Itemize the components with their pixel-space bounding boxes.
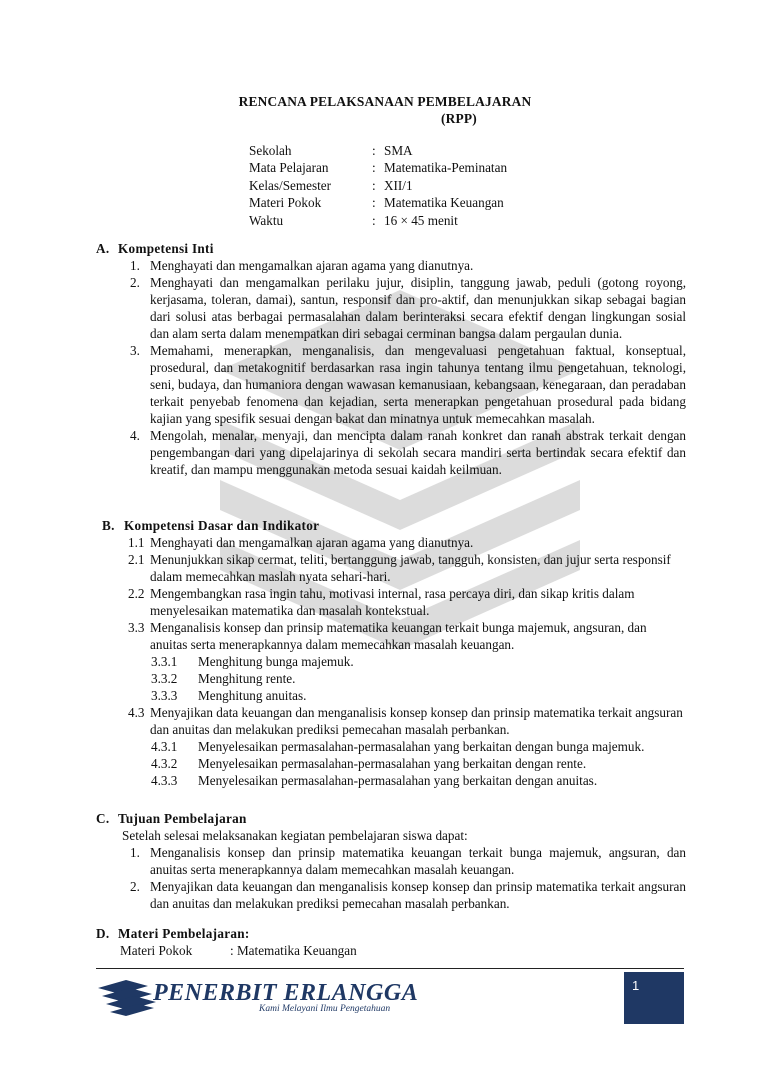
indicator-number: 3.3.2 — [151, 671, 178, 686]
material-key: Materi Pokok — [120, 943, 193, 958]
kd-text: Mengembangkan rasa ingin tahu, motivasi internal, rasa percaya diri, dan sikap kritis dalam menyelesaikan matematika dan masalah kontekstual. — [150, 586, 635, 618]
kd-text: Menunjukkan sikap cermat, teliti, bertanggung jawab, tangguh, konsisten, dan jujur serta responsif dalam memecahkan maslah nyata sehari-hari. — [150, 552, 671, 584]
basic-competency-list — [96, 534, 686, 789]
indicator-number: 3.3.1 — [151, 654, 178, 669]
kd-number: 2.1 — [128, 552, 145, 567]
kd-item — [96, 551, 686, 585]
section-a-heading: A. Kompetensi Inti — [96, 241, 214, 256]
indicator-number: 4.3.1 — [151, 739, 178, 754]
item-number: 3. — [130, 343, 140, 358]
identity-colon: : — [372, 160, 376, 176]
core-competency-list — [96, 257, 686, 478]
item-text: Menghayati dan mengamalkan ajaran agama yang dianutnya. — [150, 258, 474, 273]
indicator-number: 3.3.3 — [151, 688, 178, 703]
document-title — [0, 93, 768, 127]
kd-text: Menghayati dan mengamalkan ajaran agama yang dianutnya. — [150, 535, 474, 550]
identity-row — [249, 159, 507, 176]
indicator-item — [96, 755, 686, 772]
item-text: Memahami, menerapkan, menganalisis, dan mengevaluasi pengetahuan faktual, konseptual, prosedural, dan metakognitif berdasarkan rasa ingin tahunya tentang ilmu pengetahuan, teknologi, seni, budaya, dan humaniora dengan wawasan kemanusiaan, kebangsaan, kenegaraan, dan peradaban terkait penyebab fenomena dan kejadian, serta menerapkan pengetahuan prosedural pada bidang kajian yang spesifik sesuai dengan bakat dan minatnya untuk memecahkan masalah. — [150, 343, 686, 426]
item-number: 4. — [130, 428, 140, 443]
kd-item — [96, 704, 686, 738]
identity-key: Sekolah — [249, 143, 292, 158]
section-d — [96, 925, 686, 959]
identity-row — [249, 194, 507, 211]
identity-value: XII/1 — [384, 177, 413, 193]
title-line-1: RENCANA PELAKSANAAN PEMBELAJARAN — [238, 94, 532, 109]
identity-value: 16 × 45 menit — [384, 212, 458, 228]
kd-number: 2.2 — [128, 586, 145, 601]
indicator-text: Menghitung anuitas. — [198, 688, 307, 703]
identity-key: Mata Pelajaran — [249, 160, 329, 176]
kd-number: 4.3 — [128, 705, 145, 720]
identity-colon: : — [372, 177, 376, 193]
identity-value: SMA — [384, 143, 413, 158]
publisher-tagline: Kami Melayani Ilmu Pengetahuan — [259, 1004, 391, 1014]
indicator-item — [96, 670, 686, 687]
identity-value: Matematika Keuangan — [384, 195, 504, 211]
title-line-2: (RPP) — [441, 111, 477, 126]
item-number: 1. — [130, 845, 140, 860]
section-d-heading: D. Materi Pembelajaran: — [96, 926, 250, 941]
identity-value: Matematika-Peminatan — [384, 160, 508, 176]
section-c-heading: C. Tujuan Pembelajaran — [96, 811, 247, 826]
kd-text: Menganalisis konsep dan prinsip matematika keuangan terkait bunga majemuk, angsuran, dan anuitas serta menerapkannya dalam memecahkan masalah keuangan. — [150, 620, 647, 652]
kd-item — [96, 585, 686, 619]
indicator-text: Menyelesaikan permasalahan-permasalahan yang berkaitan dengan bunga majemuk. — [198, 739, 645, 754]
section-c — [96, 810, 686, 912]
list-item — [96, 844, 686, 878]
footer-rule — [96, 968, 684, 969]
item-text: Menghayati dan mengamalkan perilaku jujur, disiplin, tanggung jawab, peduli (gotong royong, kerjasama, toleran, damai), santun, responsif dan pro-aktif, dan menunjukkan sikap sebagai bagian dari solusi atas berbagai permasalahan dalam berinteraksi secara efektif dengan lingkungan sosial dan alam serta dalam menempatkan diri sebagai cerminan bangsa dalam pergaulan dunia. — [150, 275, 686, 341]
identity-row — [249, 177, 507, 194]
identity-colon: : — [372, 143, 376, 158]
kd-item — [96, 534, 686, 551]
kd-number: 1.1 — [128, 535, 145, 550]
indicator-text: Menghitung bunga majemuk. — [198, 654, 354, 669]
kd-number: 3.3 — [128, 620, 145, 635]
list-item — [96, 878, 686, 912]
section-b — [96, 517, 686, 789]
page-number: 1 — [632, 978, 640, 993]
item-text: Mengolah, menalar, menyaji, dan mencipta dalam ranah konkret dan ranah abstrak terkait dengan pengembangan dari yang dipelajarinya di sekolah secara mandiri serta bertindak secara efektif dan kreatif, dan mampu menggunakan metoda sesuai kaidah keilmuan. — [150, 428, 686, 477]
identity-row — [249, 142, 507, 159]
item-text: Menganalisis konsep dan prinsip matematika keuangan terkait bunga majemuk, angsuran, dan anuitas serta menerapkannya dalam memecahkan masalah keuangan. — [150, 845, 686, 877]
learning-goal-list — [96, 844, 686, 912]
indicator-text: Menyelesaikan permasalahan-permasalahan yang berkaitan dengan rente. — [198, 756, 587, 771]
indicator-item — [96, 653, 686, 670]
list-item — [96, 274, 686, 342]
kd-text: Menyajikan data keuangan dan menganalisis konsep konsep dan prinsip matematika terkait angsuran dan anuitas dan melakukan prediksi pemecahan masalah perbankan. — [150, 705, 683, 737]
material-value: : Matematika Keuangan — [230, 943, 357, 958]
identity-key: Waktu — [249, 212, 284, 228]
section-d-material — [96, 942, 686, 959]
section-a — [96, 240, 686, 478]
identity-key: Kelas/Semester — [249, 177, 332, 193]
indicator-item — [96, 738, 686, 755]
section-c-intro: Setelah selesai melaksanakan kegiatan pembelajaran siswa dapat: — [122, 828, 468, 843]
item-number: 2. — [130, 275, 140, 290]
indicator-text: Menghitung rente. — [198, 671, 296, 686]
identity-colon: : — [372, 195, 376, 211]
publisher-name: PENERBIT ERLANGGA — [153, 980, 419, 1006]
list-item — [96, 257, 686, 274]
indicator-text: Menyelesaikan permasalahan-permasalahan yang berkaitan dengan anuitas. — [198, 773, 598, 788]
item-text: Menyajikan data keuangan dan menganalisis konsep konsep dan prinsip matematika terkait angsuran dan anuitas dan melakukan prediksi pemecahan masalah perbankan. — [150, 879, 686, 911]
identity-key: Materi Pokok — [249, 195, 322, 211]
indicator-item — [96, 687, 686, 704]
item-number: 1. — [130, 258, 140, 273]
section-b-heading: B. Kompetensi Dasar dan Indikator — [102, 518, 320, 533]
kd-item — [96, 619, 686, 653]
indicator-item — [96, 772, 686, 789]
identity-table — [249, 142, 507, 229]
indicator-number: 4.3.3 — [151, 773, 178, 788]
identity-row — [249, 212, 507, 229]
indicator-number: 4.3.2 — [151, 756, 178, 771]
list-item — [96, 342, 686, 427]
item-number: 2. — [130, 879, 140, 894]
list-item — [96, 427, 686, 478]
identity-colon: : — [372, 212, 376, 228]
